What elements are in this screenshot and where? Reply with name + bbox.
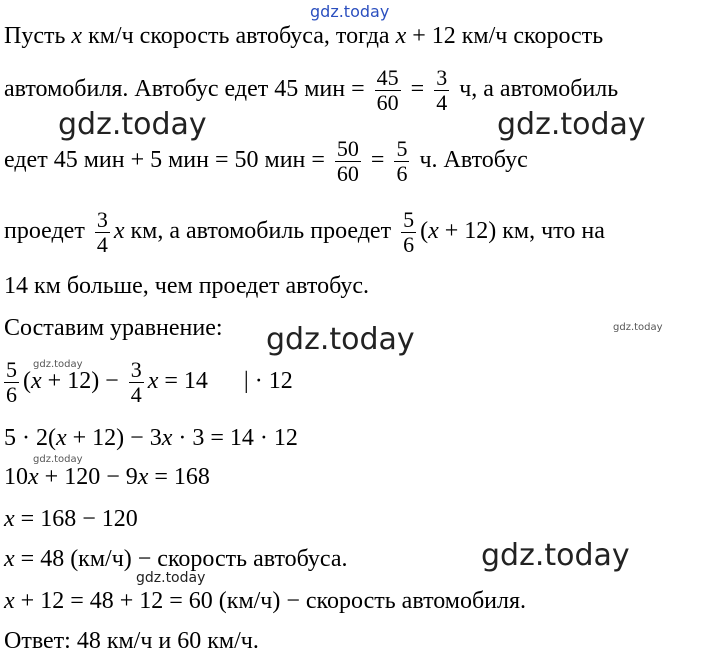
text: едет 45 мин + 5 мин = 50 мин = [4, 147, 331, 174]
text: · 3 = 14 · 12 [172, 425, 298, 451]
solution-line-1 [4, 22, 603, 50]
text: автомобиля. Автобус едет 45 мин = [4, 76, 371, 103]
fraction [4, 358, 19, 407]
solution-line-4 [4, 208, 605, 257]
variable-x: x [4, 506, 15, 532]
denominator: 6 [6, 382, 17, 407]
denominator: 4 [130, 382, 142, 407]
fraction [434, 66, 449, 115]
denominator: 6 [396, 161, 408, 186]
text: ( [23, 368, 31, 395]
text: 10 [4, 464, 28, 490]
watermark-medium: gdz.today [136, 570, 206, 586]
text: = [404, 76, 431, 103]
text: + 12 = 48 + 12 = 60 (км/ч) − скорость автомобиля. [14, 588, 527, 614]
text: ч, а автомобиль [453, 76, 619, 103]
variable-x: x [55, 425, 67, 451]
answer-line [4, 627, 259, 655]
solution-line-2 [4, 66, 618, 115]
variable-x: x [31, 368, 42, 395]
numerator: 3 [130, 357, 142, 382]
text: Пусть [4, 23, 72, 49]
text: + 12) − 3 [66, 425, 162, 451]
solution-line-5 [4, 272, 369, 300]
text: ч. Автобус [413, 147, 528, 174]
text: км/ч скорость автобуса, тогда [82, 23, 396, 49]
numerator: 3 [96, 207, 108, 232]
solution-line-3 [4, 137, 528, 186]
variable-x: x [395, 23, 407, 49]
watermark-small: gdz.today [33, 359, 83, 370]
text: + 12 км/ч скорость [406, 23, 604, 49]
text: + 120 − 9 [38, 464, 138, 490]
denominator: 60 [376, 90, 399, 115]
text: км, а автомобиль проедет [124, 218, 398, 245]
text: проедет [4, 218, 91, 245]
text: Составим уравнение: [4, 315, 223, 341]
text: ( [420, 218, 429, 245]
equation-line [4, 505, 138, 533]
fraction [394, 137, 409, 186]
fraction [401, 208, 416, 257]
text: = 48 (км/ч) − скорость автобуса. [14, 546, 348, 572]
denominator: 4 [436, 90, 448, 115]
watermark-top: gdz.today [310, 2, 390, 21]
fraction [95, 208, 110, 257]
equation-line [4, 424, 298, 452]
text: = 168 − 120 [14, 506, 138, 532]
watermark: gdz.today [58, 107, 207, 142]
numerator: 45 [376, 65, 399, 90]
text: 5 · 2( [4, 425, 56, 451]
text: = [364, 147, 391, 174]
fraction [335, 137, 361, 186]
numerator: 5 [396, 136, 408, 161]
variable-x: x [113, 218, 125, 245]
fraction [375, 66, 401, 115]
watermark: gdz.today [481, 538, 630, 573]
variable-x: x [428, 218, 439, 245]
text: 14 км больше, чем проедет автобус. [4, 273, 370, 299]
text: = 14 | · 12 [158, 368, 293, 395]
variable-x: x [147, 368, 159, 395]
equation-line [4, 463, 210, 491]
watermark: gdz.today [497, 107, 646, 142]
fraction [129, 358, 144, 407]
denominator: 6 [403, 232, 415, 257]
text: = 168 [148, 464, 210, 490]
denominator: 60 [336, 161, 359, 186]
variable-x: x [4, 546, 15, 572]
numerator: 5 [6, 357, 17, 382]
text: + 12) км, что на [438, 218, 605, 245]
watermark-small: gdz.today [33, 454, 83, 465]
numerator: 5 [403, 207, 415, 232]
text: + 12) − [41, 368, 125, 395]
equation-line [4, 587, 526, 615]
numerator: 3 [436, 65, 448, 90]
numerator: 50 [336, 136, 359, 161]
watermark: gdz.today [266, 322, 415, 357]
variable-x: x [71, 23, 83, 49]
equation-line [0, 358, 293, 407]
equation-line [4, 545, 348, 573]
solution-line-6 [4, 314, 223, 342]
variable-x: x [28, 464, 39, 490]
denominator: 4 [96, 232, 108, 257]
variable-x: x [4, 588, 15, 614]
answer-text: Ответ: 48 км/ч и 60 км/ч. [4, 628, 259, 654]
variable-x: x [137, 464, 149, 490]
watermark-small: gdz.today [613, 322, 663, 333]
variable-x: x [161, 425, 173, 451]
